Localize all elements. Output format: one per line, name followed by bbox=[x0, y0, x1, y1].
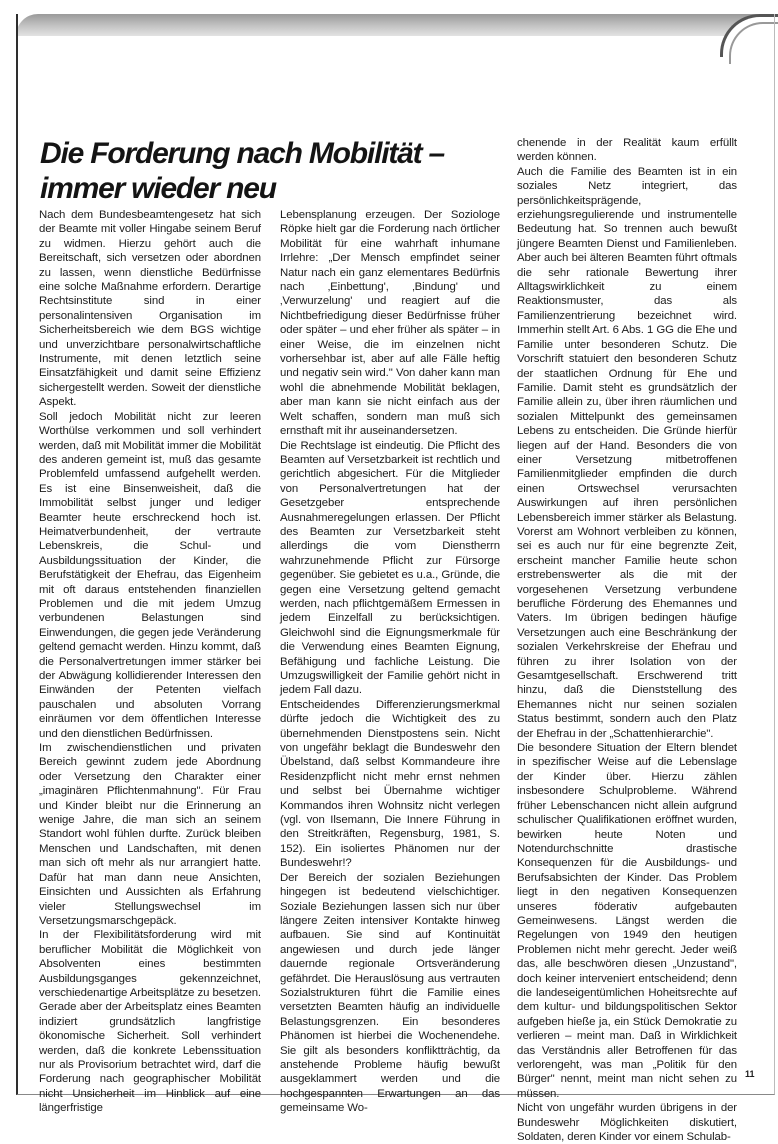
paragraph: Nicht von ungefähr wurden übrigens in der Bundeswehr Möglichkeiten diskutiert, Soldaten, deren Kinder vor einem Schulab- bbox=[517, 1102, 737, 1144]
paragraph: Entscheidendes Differenzierungsmerkmal dürfte jedoch die Wichtigkeit des zu übernehmenden Dienstpostens sein. Nicht von ungefähr beklagt die Bundeswehr den Übelstand, daß selbst Kommandeure ihre Residenzpflicht nicht mehr ernst nehmen und selbst bei Übernahme wichtiger Kommandos ihren Wohnsitz nicht verlegen (vgl. von Ilsemann, Die Innere Führung in den Streitkräften, Regensburg, 1981, S. 152). Ein isoliertes Phänomen nur der Bundeswehr!? bbox=[280, 698, 500, 870]
text-column-1 bbox=[39, 208, 261, 1116]
headline-line-2: immer wieder neu bbox=[40, 172, 276, 205]
paragraph: In der Flexibilitätsforderung wird mit beruflicher Mobilität die Möglichkeit von Absolventen eines bestimmten Ausbildungsganges gekennzeichnet, verschiedenartige Arbeitsplätze zu besetzen. Gerade aber der Arbeitsplatz eines Beamten indiziert grundsätzlich langfristige ökonomische Sicherheit. Soll verhindert werden, daß die konkrete Lebenssituation nur als Provisorium betrachtet wird, darf die Forderung nach geographischer Mobilität nicht Unsicherheit im Hinblick auf eine längerfristige bbox=[39, 929, 261, 1115]
paragraph: Auch die Familie des Beamten ist in ein soziales Netz integriert, das persönlichkeitsprägende, erziehungsregulierende und instrumentelle Bedeutung hat. So trennen auch bewußt jüngere Beamten Dienst und Familienleben. Aber auch bei älteren Beamten führt oftmals die sehr rationale Bewertung ihrer Alltagswirklichkeit zu einem Reaktionsmuster, das als Familienzentrierung bezeichnet wird. Immerhin stellt Art. 6 Abs. 1 GG die Ehe und Familie unter besonderen Schutz. Die Vorschrift statuiert den besonderen Schutz der staatlichen Ordnung für Ehe und Familie. Damit steht es grundsätzlich der Familie allein zu, über ihren räumlichen und sozialen Mittelpunkt des gemeinsamen Lebens zu entscheiden. Die Gründe hierfür liegen auf der Hand. Besonders die von einer Versetzung mitbetroffenen Familienmitglieder empfinden die durch einen Ortswechsel verursachten Auswirkungen auf ihren persönlichen Lebensbereich immer stärker als Belastung. Vorerst am Wohnort verbleiben zu können, sei es auch nur für eine begrenzte Zeit, erscheint mancher Familie heute schon erstrebenswerter als die mit der vorgesehenen Versetzung verbundene berufliche Förderung des Ehemannes und Vaters. Im übrigen bedingen häufige Versetzungen auch eine Beschränkung der sozialen Verkehrskreise der Ehefrau und führen zu ihrer Isolation von der Gesamtgesellschaft. Erschwerend tritt hinzu, daß die Dienststellung des Ehemannes nicht nur seinen sozialen Status bestimmt, sondern auch den Platz der Ehefrau in der „Schattenhierarchie". bbox=[517, 165, 737, 740]
paragraph: Lebensplanung erzeugen. Der Soziologe Röpke hielt gar die Forderung nach örtlicher Mobilität für eine wahrhaft inhumane Irrlehre: „Der Mensch empfindet seiner Natur nach ein ganz elementares Bedürfnis nach ‚Einbettung', ‚Bindung' und ‚Verwurzelung' und reagiert auf die Nichtbefriedigung dieser Bedürfnisse früher oder später – und eher früher als später – in einer Weise, die im einzelnen nicht vorhersehbar ist, aber auf alle Fälle heftig und negativ sein wird." Von daher kann man wohl die abnehmende Mobilität beklagen, aber man kann sie nicht einfach aus der Welt schaffen, sondern man muß sich ernsthaft mit ihr auseinandersetzen. bbox=[280, 209, 500, 438]
paragraph: Im zwischendienstlichen und privaten Bereich gewinnt zudem jede Abordnung oder Versetzung den Charakter einer „imaginären Pflichtenmahnung". Für Frau und Kinder bleibt nur die Erinnerung an wenige Jahre, die man sich an seinem Standort wohl fühlen durfte. Zurück bleiben Menschen und Landschaften, mit denen man sich oft mehr als nur arrangiert hatte. Dafür hat man dann neue Ansichten, Einsichten und Aussichten als Erfahrung vieler Stellungswechsel im Versetzungsmarschgepäck. bbox=[39, 742, 261, 927]
page-number: 11 bbox=[745, 1069, 755, 1079]
paragraph: chenende in der Realität kaum erfüllt werden können. bbox=[517, 137, 737, 164]
text-column-2 bbox=[280, 208, 500, 1116]
text-column-3 bbox=[517, 136, 737, 1144]
paragraph: Die besondere Situation der Eltern blendet in spezifischer Weise auf die Lebenslage der Kinder über. Hierzu zählen insbesondere Schulprobleme. Während früher Lebenschancen nicht allein aufgrund schulischer Qualifikationen eröffnet wurden, bewirken heute Noten und Notendurchschnitte drastische Konsequenzen für die Ausbildungs- und Berufsabsichten der Kinder. Das Problem liegt in den negativen Konsequenzen unseres föderativ aufgebauten Gemeinwesens. Längst werden die Regelungen von 1949 den heutigen Problemen nicht mehr gerecht. Jeder weiß das, alle beschwören diesen „Unzustand", doch keiner interveniert entscheidend; denn die landeseigentümlichen Hoheitsrechte auf dem kultur- und bildungspolitischen Sektor aufgeben hieße ja, ein Stück Demokratie zu verlieren – meint man. Daß in Wirklichkeit das Verständnis aller Betroffenen für das verlorengeht, was man „Politik für den Bürger" nennt, meint man nicht sehen zu müssen. bbox=[517, 742, 737, 1100]
paragraph: Der Bereich der sozialen Beziehungen hingegen ist bedeutend vielschichtiger. Soziale Beziehungen lassen sich nur über längere Zeiten intensiver Kontakte hinweg aufbauen. Sie sind auf Kontinuität angewiesen und durch jede länger dauernde regionale Ortsveränderung gefährdet. Die Herauslösung aus vertrauten Sozialstrukturen führt die Familie eines versetzten Beamten häufig an individuelle Belastungsgrenzen. Ein besonderes Phänomen ist hierbei die Wochenendehe. Sie gilt als besonders konfliktträchtig, da anstehende Probleme häufig bewußt ausgeklammert werden und die hochgespannten Erwartungen an das gemeinsame Wo- bbox=[280, 871, 500, 1115]
article-headline bbox=[40, 136, 460, 206]
paragraph: Die Rechtslage ist eindeutig. Die Pflicht des Beamten auf Versetzbarkeit ist rechtlich und gerichtlich abgesichert. Für die Mitglieder von Personalvertretungen hat der Gesetzgeber entsprechende Ausnahmeregelungen erlassen. Der Pflicht des Beamten zur Versetzbarkeit steht allerdings die vom Dienstherrn wahrzunehmende Pflicht zur Fürsorge gegenüber. Sie gebietet es u.a., Gründe, die gegen eine Versetzung geltend gemacht werden, nach pflichtgemäßem Ermessen in jedem Einzelfall zu berücksichtigen. Gleichwohl sind die Eignungsmerkmale für die Verwendung eines Beamten Eignung, Befähigung und fachliche Leistung. Die Umzugswilligkeit der Familie gehört nicht in jedem Fall dazu. bbox=[280, 439, 500, 697]
paragraph: Soll jedoch Mobilität nicht zur leeren Worthülse verkommen und soll verhindert werden, daß mit Mobilität immer die Mobilität des anderen gemeint ist, muß das gesamte Problemfeld umfassend aufgehellt werden. Es ist eine Binsenweisheit, daß die Immobilität selbst junger und lediger Beamter heute erschreckend hoch ist. Heimatverbundenheit, der vertraute Lebenskreis, die Schul- und Ausbildungssituation der Kinder, die Berufstätigkeit der Ehefrau, das Eigenheim mit oft daraus entstehenden finanziellen Problemen und die mit jedem Umzug verbundenen Belastungen sind Einwendungen, die gegen jede Veränderung geltend gemacht werden. Hinzu kommt, daß die Personalvertretungen immer stärker bei der Abwägung kollidierender Interessen den Einwänden der Petenten vielfach pauschalen und absoluten Vorrang einräumen vor dem öffentlichen Interesse und den dienstlichen Bedürfnissen. bbox=[39, 410, 261, 740]
paragraph: Nach dem Bundesbeamtengesetz hat sich der Beamte mit voller Hingabe seinem Beruf zu widmen. Hierzu gehört auch die Bereitschaft, sich versetzen oder abordnen zu lassen, wenn dienstliche Bedürfnisse eine solche Maßnahme erfordern. Derartige Rechtsinstitute sind in einer personalintensiven Organisation im Sicherheitsbereich wie dem BGS wichtige und unverzichtbare personalwirtschaftliche Instrumente, mit denen letztlich seine Einsatzfähigkeit und damit seine Effizienz sichergestellt werden. Soweit der dienstliche Aspekt. bbox=[39, 209, 261, 409]
headline-line-1: Die Forderung nach Mobilität – bbox=[40, 137, 445, 170]
